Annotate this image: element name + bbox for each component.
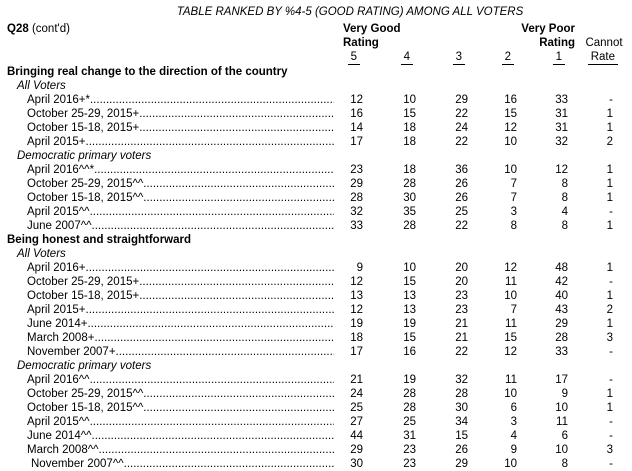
group-heading: Democratic primary voters	[17, 360, 152, 372]
row-label-cell	[0, 163, 334, 177]
rating-3-value: 25	[455, 206, 468, 218]
dot-leader	[86, 135, 335, 149]
rating-4-value: 15	[403, 276, 416, 288]
rating-4-value: 10	[403, 94, 416, 106]
rating-4-value: 10	[403, 262, 416, 274]
table-row	[0, 275, 632, 289]
rating-4-value: 31	[403, 430, 416, 442]
dot-leader	[143, 387, 334, 401]
cannot-rate-value: 2	[606, 304, 613, 316]
dot-leader	[92, 219, 334, 233]
scale-column-5	[334, 50, 378, 65]
row-label: June 2007^^	[27, 220, 92, 232]
row-label: October 25-29, 2015^^	[27, 178, 144, 190]
rating-2-value: 11	[505, 276, 517, 288]
row-label: April 2016+*	[27, 94, 90, 106]
dot-leader	[86, 303, 335, 317]
rating-1-value: 33	[555, 346, 568, 358]
rating-3-value: 22	[455, 136, 468, 148]
rating-5-value: 12	[350, 276, 363, 288]
rating-3-value: 24	[455, 122, 468, 134]
row-label-cell	[0, 429, 334, 443]
rating-3-value: 26	[455, 192, 468, 204]
table-row	[0, 443, 632, 457]
rating-5-value: 12	[350, 94, 363, 106]
rating-2-value: 7	[510, 192, 517, 204]
row-label-cell	[0, 135, 334, 149]
cannot-rate-value: -	[609, 416, 613, 428]
row-label-cell	[0, 345, 334, 359]
rating-4-value: 28	[403, 178, 416, 190]
table-row	[0, 107, 632, 121]
very-poor-header: Very Poor	[521, 23, 575, 35]
row-label-cell	[0, 317, 334, 331]
cannot-rate-value: -	[609, 94, 613, 106]
rating-4-value: 23	[403, 458, 416, 470]
rating-1-value: 9	[561, 388, 568, 400]
rating-3-value: 32	[455, 374, 468, 386]
table-row	[0, 317, 632, 331]
row-label-cell	[0, 177, 334, 191]
dot-leader	[139, 275, 334, 289]
row-label-cell	[0, 191, 334, 205]
dot-leader	[90, 205, 334, 219]
dot-leader	[87, 317, 334, 331]
cannot-rate-value: 1	[606, 262, 613, 274]
dot-leader	[143, 177, 334, 191]
dot-leader	[90, 373, 334, 387]
row-label: October 25-29, 2015+	[27, 108, 140, 120]
row-label: October 15-18, 2015^^	[27, 402, 144, 414]
row-label-cell	[0, 401, 334, 415]
rating-2-value: 15	[504, 332, 517, 344]
rating-1-value: 42	[555, 276, 568, 288]
dot-leader	[143, 401, 334, 415]
rating-4-value: 25	[403, 416, 416, 428]
rating-3-value: 29	[455, 458, 468, 470]
rate-header: Rate	[588, 50, 618, 65]
scale-3-header: 3	[453, 50, 465, 65]
cannot-rate-value: 3	[606, 444, 613, 456]
rating-1-value: 31	[555, 108, 568, 120]
rating-3-value: 29	[455, 94, 468, 106]
table-row	[0, 457, 632, 471]
rating-4-value: 28	[403, 220, 416, 232]
table-row	[0, 135, 632, 149]
rating-1-value: 10	[555, 444, 568, 456]
dot-leader	[94, 331, 334, 345]
table-header-row-2	[0, 36, 632, 50]
row-label-cell	[0, 219, 334, 233]
rating-1-value: 17	[555, 374, 568, 386]
cannot-rate-value: -	[609, 346, 613, 358]
table-row	[0, 191, 632, 205]
rating-3-value: 36	[455, 164, 468, 176]
rating-5-value: 44	[350, 430, 363, 442]
row-label-cell	[0, 93, 334, 107]
section-heading: Bringing real change to the direction of the country	[7, 66, 288, 78]
very-poor-rating-header: Rating	[539, 37, 575, 49]
rating-3-value: 26	[455, 444, 468, 456]
row-label: March 2008+	[27, 332, 95, 344]
rating-1-value: 29	[555, 318, 568, 330]
rating-1-value: 8	[561, 458, 568, 470]
scale-column-3	[434, 50, 486, 65]
cannot-rate-value: 1	[606, 122, 613, 134]
rating-2-value: 15	[504, 108, 517, 120]
row-label-cell	[0, 373, 334, 387]
scale-column-1	[534, 50, 584, 65]
cannot-rate-value: -	[609, 430, 613, 442]
rating-5-value: 17	[350, 346, 363, 358]
row-label-cell	[0, 205, 334, 219]
rating-5-value: 19	[350, 318, 363, 330]
table-row	[0, 205, 632, 219]
cannot-rate-value: -	[609, 276, 613, 288]
scale-5-header: 5	[348, 50, 360, 65]
cannot-rate-value: 3	[606, 332, 613, 344]
dot-leader	[139, 289, 334, 303]
row-label: April 2015+	[27, 304, 86, 316]
rating-2-value: 16	[504, 94, 517, 106]
table-row	[0, 177, 632, 191]
row-label: April 2016+	[27, 262, 86, 274]
rating-1-value: 4	[561, 206, 568, 218]
rating-5-value: 14	[350, 122, 363, 134]
cannot-rate-value: 1	[606, 318, 613, 330]
rating-2-value: 12	[504, 122, 517, 134]
group-heading: All Voters	[17, 248, 66, 260]
rating-2-value: 11	[505, 318, 517, 330]
rating-1-value: 31	[555, 122, 568, 134]
rating-4-value: 15	[403, 108, 416, 120]
rating-1-value: 40	[555, 290, 568, 302]
rating-1-value: 12	[555, 164, 568, 176]
rating-2-value: 10	[504, 136, 517, 148]
dot-leader	[94, 163, 334, 177]
rating-5-value: 9	[356, 262, 363, 274]
rating-1-value: 8	[561, 220, 568, 232]
rating-5-value: 30	[350, 458, 363, 470]
rating-2-value: 12	[504, 346, 517, 358]
row-label: March 2008^^	[27, 444, 99, 456]
table-row	[0, 261, 632, 275]
dot-leader	[143, 191, 334, 205]
rating-1-value: 43	[555, 304, 568, 316]
rating-1-value: 32	[555, 136, 568, 148]
dot-leader	[99, 443, 334, 457]
rating-2-value: 6	[510, 402, 517, 414]
group-heading: All Voters	[17, 80, 66, 92]
rating-5-value: 12	[350, 304, 363, 316]
cannot-rate-value: 1	[606, 388, 613, 400]
rating-2-value: 3	[510, 416, 517, 428]
cannot-header: Cannot	[585, 37, 623, 49]
dot-leader	[139, 121, 334, 135]
rating-1-value: 8	[561, 178, 568, 190]
row-label: April 2016^^*	[27, 164, 95, 176]
rating-4-value: 35	[403, 206, 416, 218]
rating-1-value: 10	[555, 402, 568, 414]
dot-leader	[90, 415, 334, 429]
table-row	[0, 401, 632, 415]
row-label-cell	[0, 275, 334, 289]
rating-1-value: 48	[555, 262, 568, 274]
rating-1-value: 11	[556, 416, 568, 428]
rating-2-value: 7	[510, 304, 517, 316]
dot-leader	[116, 345, 334, 359]
scale-1-header: 1	[553, 50, 565, 65]
rating-4-value: 23	[403, 444, 416, 456]
rating-3-value: 30	[455, 402, 468, 414]
rating-4-value: 19	[403, 374, 416, 386]
rating-2-value: 8	[510, 220, 517, 232]
rating-2-value: 11	[505, 374, 517, 386]
scale-2-header: 2	[502, 50, 514, 65]
rating-4-value: 18	[403, 122, 416, 134]
dot-leader	[124, 457, 334, 471]
row-label: April 2016^^	[27, 374, 90, 386]
dot-leader	[139, 107, 334, 121]
row-label-cell	[0, 303, 334, 317]
rating-5-value: 18	[350, 332, 363, 344]
rating-3-value: 20	[455, 262, 468, 274]
rating-4-value: 18	[403, 136, 416, 148]
table-row	[0, 415, 632, 429]
cannot-rate-value: 2	[606, 136, 613, 148]
rating-5-value: 29	[350, 178, 363, 190]
row-label: October 15-18, 2015^^	[27, 192, 144, 204]
cannot-rate-value: 1	[606, 290, 613, 302]
table-row	[0, 303, 632, 317]
rating-5-value: 25	[350, 402, 363, 414]
rating-5-value: 17	[350, 136, 363, 148]
very-good-rating-header: Rating	[343, 37, 379, 49]
cannot-rate-value: -	[609, 458, 613, 470]
table-row	[0, 163, 632, 177]
table-row	[0, 331, 632, 345]
row-label: April 2015^^	[27, 206, 90, 218]
dot-leader	[92, 429, 334, 443]
rating-2-value: 10	[504, 164, 517, 176]
rating-4-value: 15	[403, 332, 416, 344]
cannot-rate-value: 1	[606, 220, 613, 232]
page-title: TABLE RANKED BY %4-5 (GOOD RATING) AMONG ALL VOTERS	[176, 6, 524, 18]
rating-3-value: 15	[455, 430, 468, 442]
question-code: Q28	[7, 23, 29, 35]
row-label-cell	[0, 387, 334, 401]
rating-5-value: 27	[350, 416, 363, 428]
section-heading: Being honest and straightforward	[7, 234, 192, 246]
table-row	[0, 93, 632, 107]
row-label: November 2007^^	[31, 458, 124, 470]
rating-1-value: 8	[561, 192, 568, 204]
table-row	[0, 373, 632, 387]
rating-4-value: 28	[403, 402, 416, 414]
row-label: November 2007+	[27, 346, 116, 358]
row-label: June 2014^^	[27, 430, 92, 442]
row-label: April 2015^^	[27, 416, 90, 428]
table-body	[0, 65, 632, 471]
rate-column	[584, 50, 632, 65]
rating-4-value: 19	[403, 318, 416, 330]
cannot-rate-value: 1	[606, 178, 613, 190]
rating-2-value: 9	[510, 444, 517, 456]
row-label-cell	[0, 261, 334, 275]
rating-5-value: 16	[350, 108, 363, 120]
rating-3-value: 34	[455, 416, 468, 428]
row-label-cell	[0, 457, 334, 471]
row-label: October 25-29, 2015+	[27, 276, 140, 288]
row-label-cell	[0, 331, 334, 345]
group-heading: Democratic primary voters	[17, 150, 152, 162]
row-label: October 25-29, 2015^^	[27, 388, 144, 400]
scale-4-header: 4	[401, 50, 413, 65]
cannot-rate-value: -	[609, 374, 613, 386]
table-row	[0, 429, 632, 443]
row-label-cell	[0, 121, 334, 135]
row-label: October 15-18, 2015+	[27, 122, 140, 134]
table-header-row-1	[0, 22, 632, 36]
table-row	[0, 121, 632, 135]
row-label-cell	[0, 415, 334, 429]
rating-2-value: 4	[510, 430, 517, 442]
rating-4-value: 13	[403, 304, 416, 316]
rating-5-value: 29	[350, 444, 363, 456]
row-label: October 15-18, 2015+	[27, 290, 140, 302]
rating-5-value: 28	[350, 192, 363, 204]
rating-2-value: 10	[504, 290, 517, 302]
rating-2-value: 7	[510, 178, 517, 190]
rating-3-value: 22	[455, 220, 468, 232]
rating-3-value: 20	[455, 276, 468, 288]
row-label: April 2015+	[27, 136, 86, 148]
rating-4-value: 28	[403, 388, 416, 400]
rating-3-value: 22	[455, 108, 468, 120]
rating-4-value: 13	[403, 290, 416, 302]
cannot-rate-value: -	[609, 206, 613, 218]
table-row	[0, 219, 632, 233]
row-label-cell	[0, 289, 334, 303]
rating-3-value: 23	[455, 304, 468, 316]
rating-4-value: 16	[403, 346, 416, 358]
question-suffix: (cont'd)	[31, 23, 70, 35]
rating-1-value: 33	[555, 94, 568, 106]
rating-1-value: 6	[561, 430, 568, 442]
rating-3-value: 21	[455, 332, 468, 344]
rating-1-value: 28	[555, 332, 568, 344]
rating-3-value: 23	[455, 290, 468, 302]
table-row	[0, 289, 632, 303]
table-row	[0, 345, 632, 359]
row-label-cell	[0, 107, 334, 121]
question-label	[0, 22, 334, 36]
rating-3-value: 22	[455, 346, 468, 358]
rating-2-value: 10	[504, 458, 517, 470]
rating-5-value: 21	[350, 374, 363, 386]
dot-leader	[90, 93, 334, 107]
very-good-header: Very Good	[343, 23, 401, 35]
rating-3-value: 21	[455, 318, 468, 330]
rating-5-value: 13	[350, 290, 363, 302]
rating-5-value: 24	[350, 388, 363, 400]
rating-3-value: 26	[455, 178, 468, 190]
rating-5-value: 33	[350, 220, 363, 232]
rating-2-value: 3	[510, 206, 517, 218]
table-row	[0, 387, 632, 401]
cannot-rate-value: 1	[606, 108, 613, 120]
cannot-rate-value: 1	[606, 164, 613, 176]
row-label: June 2014+	[27, 318, 88, 330]
cannot-rate-value: 1	[606, 192, 613, 204]
rating-2-value: 10	[504, 388, 517, 400]
rating-4-value: 30	[403, 192, 416, 204]
scale-column-4	[378, 50, 434, 65]
scale-column-2	[486, 50, 534, 65]
row-label-cell	[0, 443, 334, 457]
rating-4-value: 18	[403, 164, 416, 176]
rating-5-value: 23	[350, 164, 363, 176]
dot-leader	[86, 261, 335, 275]
rating-5-value: 32	[350, 206, 363, 218]
rating-3-value: 28	[455, 388, 468, 400]
table-header-row-3	[0, 50, 632, 65]
rating-2-value: 12	[504, 262, 517, 274]
cannot-rate-value: 1	[606, 402, 613, 414]
